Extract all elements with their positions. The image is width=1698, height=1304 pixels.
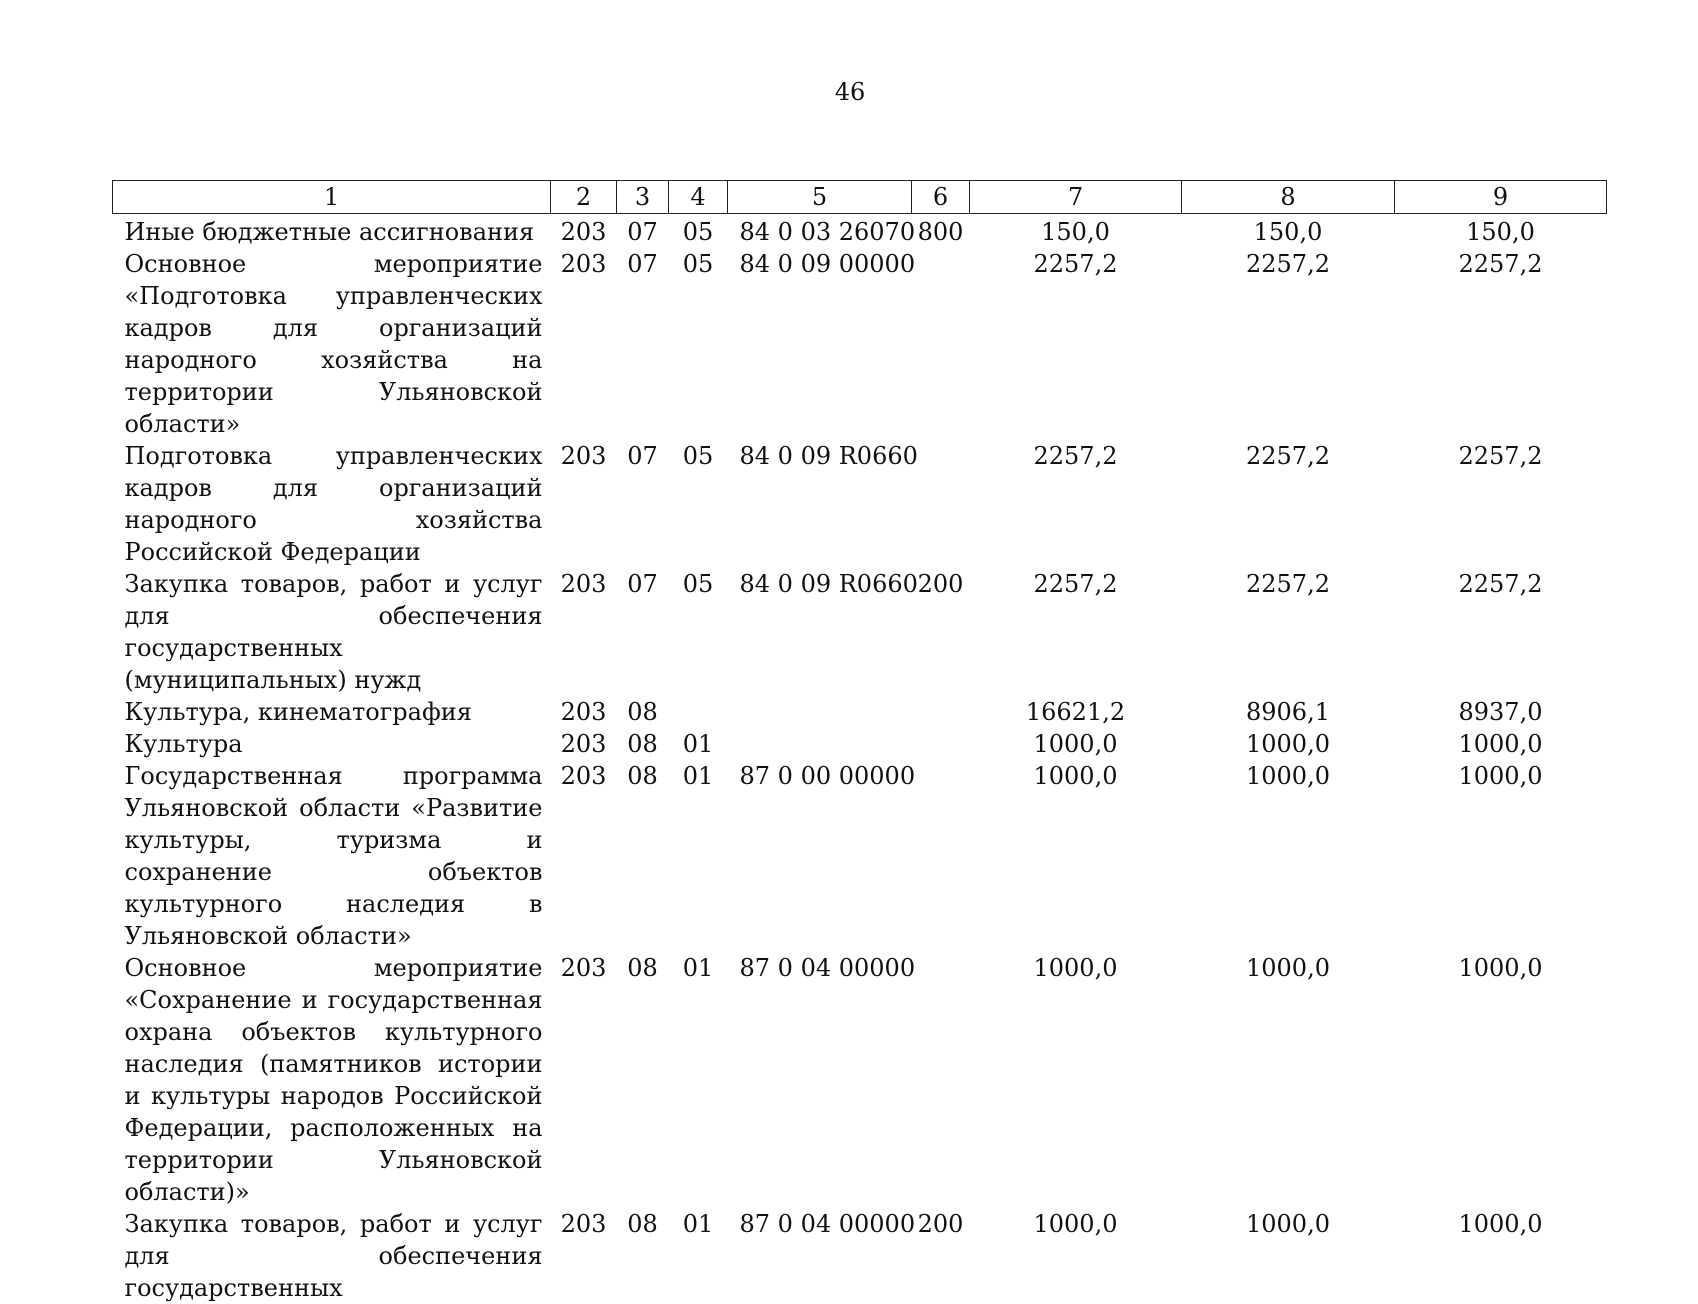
row-gr: 203: [551, 696, 617, 728]
row-gr: 203: [551, 952, 617, 1208]
row-csr: [728, 696, 912, 728]
row-year3: 1000,0: [1395, 728, 1607, 760]
row-gr: 203: [551, 728, 617, 760]
row-year3: 2257,2: [1395, 568, 1607, 696]
row-year2: 1000,0: [1182, 1208, 1395, 1304]
row-csr: 87 0 00 00000: [728, 760, 912, 952]
row-name: Подготовка управленческих кадров для организаций народного хозяйства Российской Федерации: [113, 440, 551, 568]
row-vr: 200: [912, 1208, 970, 1304]
column-header-9: 9: [1395, 181, 1607, 214]
column-header-1: 1: [113, 181, 551, 214]
row-year1: 16621,2: [970, 696, 1182, 728]
row-name: Основное мероприятие «Сохранение и государственная охрана объектов культурного наследия (памятников истории и культуры народов Российской Федерации, расположенных на территории Ульяновской области)»: [113, 952, 551, 1208]
row-vr: [912, 952, 970, 1208]
row-year2: 8906,1: [1182, 696, 1395, 728]
row-vr: [912, 440, 970, 568]
table-row: [113, 1208, 1607, 1304]
column-header-8: 8: [1182, 181, 1395, 214]
row-gr: 203: [551, 214, 617, 249]
row-pr: 01: [669, 1208, 728, 1304]
row-name: Государственная программа Ульяновской области «Развитие культуры, туризма и сохранение объектов культурного наследия в Ульяновской области»: [113, 760, 551, 952]
budget-table: [112, 180, 1607, 1304]
row-year2: 150,0: [1182, 214, 1395, 249]
row-year3: 150,0: [1395, 214, 1607, 249]
table-row: [113, 440, 1607, 568]
row-name: Основное мероприятие «Подготовка управленческих кадров для организаций народного хозяйства на территории Ульяновской области»: [113, 248, 551, 440]
row-csr: [728, 728, 912, 760]
row-gr: 203: [551, 1208, 617, 1304]
row-csr: 87 0 04 00000: [728, 952, 912, 1208]
row-rz: 07: [617, 214, 669, 249]
header-row: [113, 181, 1607, 214]
row-year1: 2257,2: [970, 568, 1182, 696]
table-row: [113, 214, 1607, 249]
row-year1: 150,0: [970, 214, 1182, 249]
row-rz: 08: [617, 728, 669, 760]
row-rz: 07: [617, 248, 669, 440]
row-year2: 1000,0: [1182, 728, 1395, 760]
row-name: Иные бюджетные ассигнования: [113, 214, 551, 249]
row-gr: 203: [551, 248, 617, 440]
row-pr: 05: [669, 248, 728, 440]
row-pr: 01: [669, 728, 728, 760]
row-year3: 2257,2: [1395, 248, 1607, 440]
row-vr: [912, 728, 970, 760]
row-year2: 2257,2: [1182, 568, 1395, 696]
row-pr: 01: [669, 760, 728, 952]
row-rz: 07: [617, 568, 669, 696]
row-rz: 08: [617, 1208, 669, 1304]
row-year2: 2257,2: [1182, 248, 1395, 440]
row-csr: 84 0 09 R0660: [728, 440, 912, 568]
table-row: [113, 248, 1607, 440]
row-year3: 8937,0: [1395, 696, 1607, 728]
row-name: Культура: [113, 728, 551, 760]
row-csr: 87 0 04 00000: [728, 1208, 912, 1304]
row-rz: 07: [617, 440, 669, 568]
row-csr: 84 0 03 26070: [728, 214, 912, 249]
table-body: [113, 214, 1607, 1304]
table-row: [113, 568, 1607, 696]
table-row: [113, 952, 1607, 1208]
page-number: 46: [800, 78, 900, 106]
row-year1: 1000,0: [970, 952, 1182, 1208]
row-year3: 1000,0: [1395, 1208, 1607, 1304]
row-csr: 84 0 09 00000: [728, 248, 912, 440]
row-year3: 1000,0: [1395, 760, 1607, 952]
row-year3: 1000,0: [1395, 952, 1607, 1208]
table-header: [113, 181, 1607, 214]
column-header-5: 5: [728, 181, 912, 214]
row-year2: 1000,0: [1182, 760, 1395, 952]
row-csr: 84 0 09 R0660: [728, 568, 912, 696]
row-pr: 05: [669, 214, 728, 249]
budget-table-container: [112, 180, 1606, 1304]
row-pr: 05: [669, 440, 728, 568]
row-rz: 08: [617, 696, 669, 728]
row-vr: [912, 696, 970, 728]
row-pr: [669, 696, 728, 728]
row-year3: 2257,2: [1395, 440, 1607, 568]
table-row: [113, 760, 1607, 952]
column-header-4: 4: [669, 181, 728, 214]
row-vr: 800: [912, 214, 970, 249]
row-gr: 203: [551, 440, 617, 568]
row-rz: 08: [617, 760, 669, 952]
row-year1: 1000,0: [970, 1208, 1182, 1304]
row-gr: 203: [551, 760, 617, 952]
row-vr: 200: [912, 568, 970, 696]
row-year1: 2257,2: [970, 440, 1182, 568]
table-row: [113, 728, 1607, 760]
column-header-6: 6: [912, 181, 970, 214]
row-year1: 2257,2: [970, 248, 1182, 440]
column-header-3: 3: [617, 181, 669, 214]
row-year1: 1000,0: [970, 760, 1182, 952]
row-vr: [912, 760, 970, 952]
table-row: [113, 696, 1607, 728]
row-name: Закупка товаров, работ и услуг для обеспечения государственных (муниципальных) нужд: [113, 568, 551, 696]
row-vr: [912, 248, 970, 440]
row-name: Культура, кинематография: [113, 696, 551, 728]
row-year1: 1000,0: [970, 728, 1182, 760]
column-header-2: 2: [551, 181, 617, 214]
row-pr: 05: [669, 568, 728, 696]
row-name: Закупка товаров, работ и услуг для обеспечения государственных: [113, 1208, 551, 1304]
row-year2: 1000,0: [1182, 952, 1395, 1208]
row-rz: 08: [617, 952, 669, 1208]
row-pr: 01: [669, 952, 728, 1208]
column-header-7: 7: [970, 181, 1182, 214]
row-gr: 203: [551, 568, 617, 696]
row-year2: 2257,2: [1182, 440, 1395, 568]
